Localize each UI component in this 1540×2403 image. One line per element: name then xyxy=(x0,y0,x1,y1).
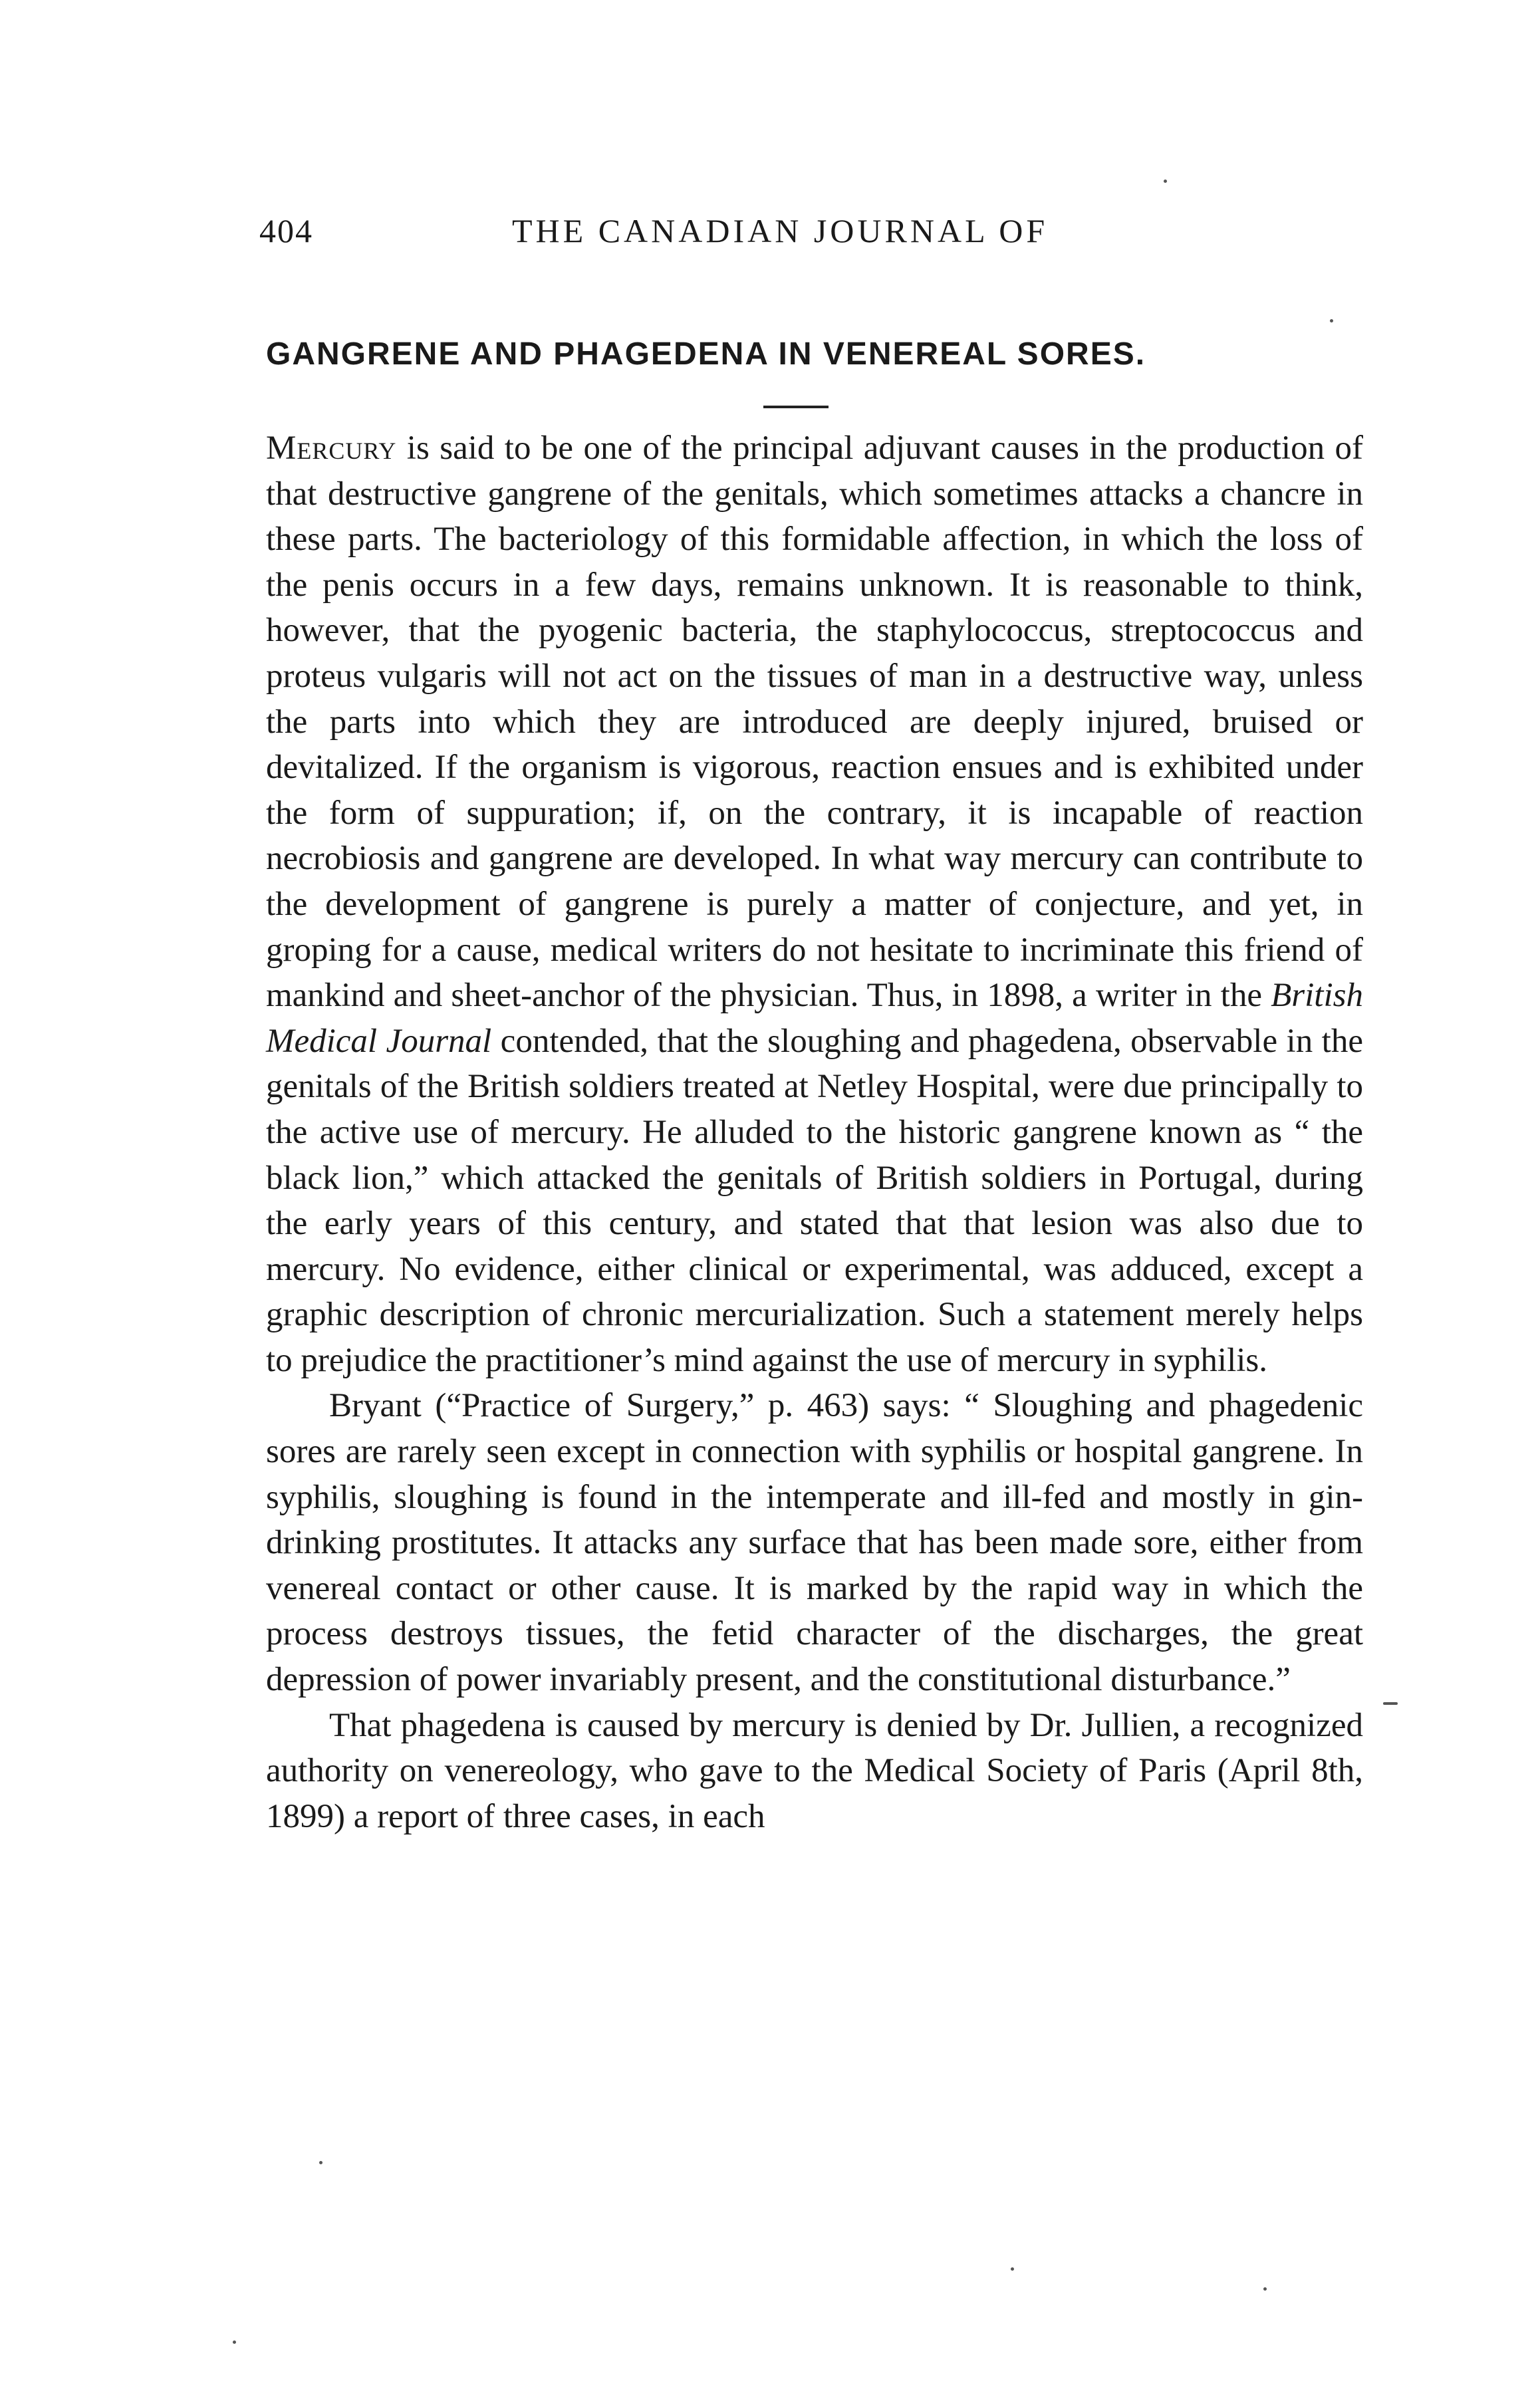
paragraph-1-text-a: is said to be one of the principal adjuvant causes in the production of that destructive gangrene of the genitals, which sometimes attacks a chancre in these parts. The bacteriology of this formidable affection, in which the loss of the penis occurs in a few days, remains unknown. It is reasonable to think, however, that the pyogenic bacteria, the staphylococcus, streptococcus and proteus vulgaris will not act on the tissues of man in a destructive way, unless the parts into which they are introduced are deeply injured, bruised or devitalized. If the organism is vigorous, reaction ensues and is exhibited under the form of suppuration; if, on the contrary, it is incapable of reaction necrobiosis and gangrene are developed. In what way mercury can contribute to the development of gangrene is purely a matter of conjecture, and yet, in groping for a cause, medical writers do not hesitate to incriminate this friend of mankind and sheet-anchor of the physician. Thus, in 1898, a writer in the xyxy=(266,430,1363,1015)
page-number: 404 xyxy=(259,212,313,249)
running-header xyxy=(259,211,1363,265)
scan-speck xyxy=(1011,2267,1014,2271)
scan-speck xyxy=(1263,2287,1267,2291)
scan-speck xyxy=(319,2161,322,2164)
scan-speck xyxy=(1383,1702,1398,1705)
paragraph-1-text-b: contended, that the sloughing and phagedena, observable in the genitals of the British soldiers treated at Netley Hospital, were due principally to the active use of mercury. He alluded to the historic gangrene known as “ the black lion,” which attacked the genitals of British soldiers in Portugal, during the early years of this century, and stated that that lesion was also due to mercury. No evidence, either clinical or experimental, was adduced, except a graphic description of chronic mercurialization. Such a statement merely helps to prejudice the practitioner’s mind against the use of mercury in syphilis. xyxy=(266,1022,1363,1379)
article-body xyxy=(266,426,1363,1839)
paragraph-2: Bryant (“Practice of Surgery,” p. 463) says: “ Sloughing and phagedenic sores are rarely seen except in connection with syphilis or hospital gangrene. In syphilis, sloughing is found in the intemperate and ill-fed and mostly in gin-drinking prostitutes. It attacks any surface that has been made sore, either from venereal contact or other cause. It is marked by the rapid way in which the process destroys tissues, the fetid character of the discharges, the great depression of power invariably present, and the constitutional disturbance.” xyxy=(266,1387,1363,1699)
title-rule xyxy=(763,406,829,408)
paragraph-1 xyxy=(266,426,1363,1383)
journal-reference: British Medical Journal xyxy=(266,977,1363,1060)
scan-speck xyxy=(1164,180,1167,183)
paragraph-3: That phagedena is caused by mercury is denied by Dr. Jullien, a recognized authority on venereology, who gave to the Medical Society of Paris (April 8th, 1899) a report of three cases, in each xyxy=(266,1706,1363,1835)
article-title: GANGRENE AND PHAGEDENA IN VENEREAL SORES. xyxy=(266,336,1146,372)
lead-word: Mercury xyxy=(266,430,397,467)
scan-speck xyxy=(233,2340,236,2344)
scan-speck xyxy=(1330,319,1333,322)
journal-title: THE CANADIAN JOURNAL OF xyxy=(512,212,1049,249)
